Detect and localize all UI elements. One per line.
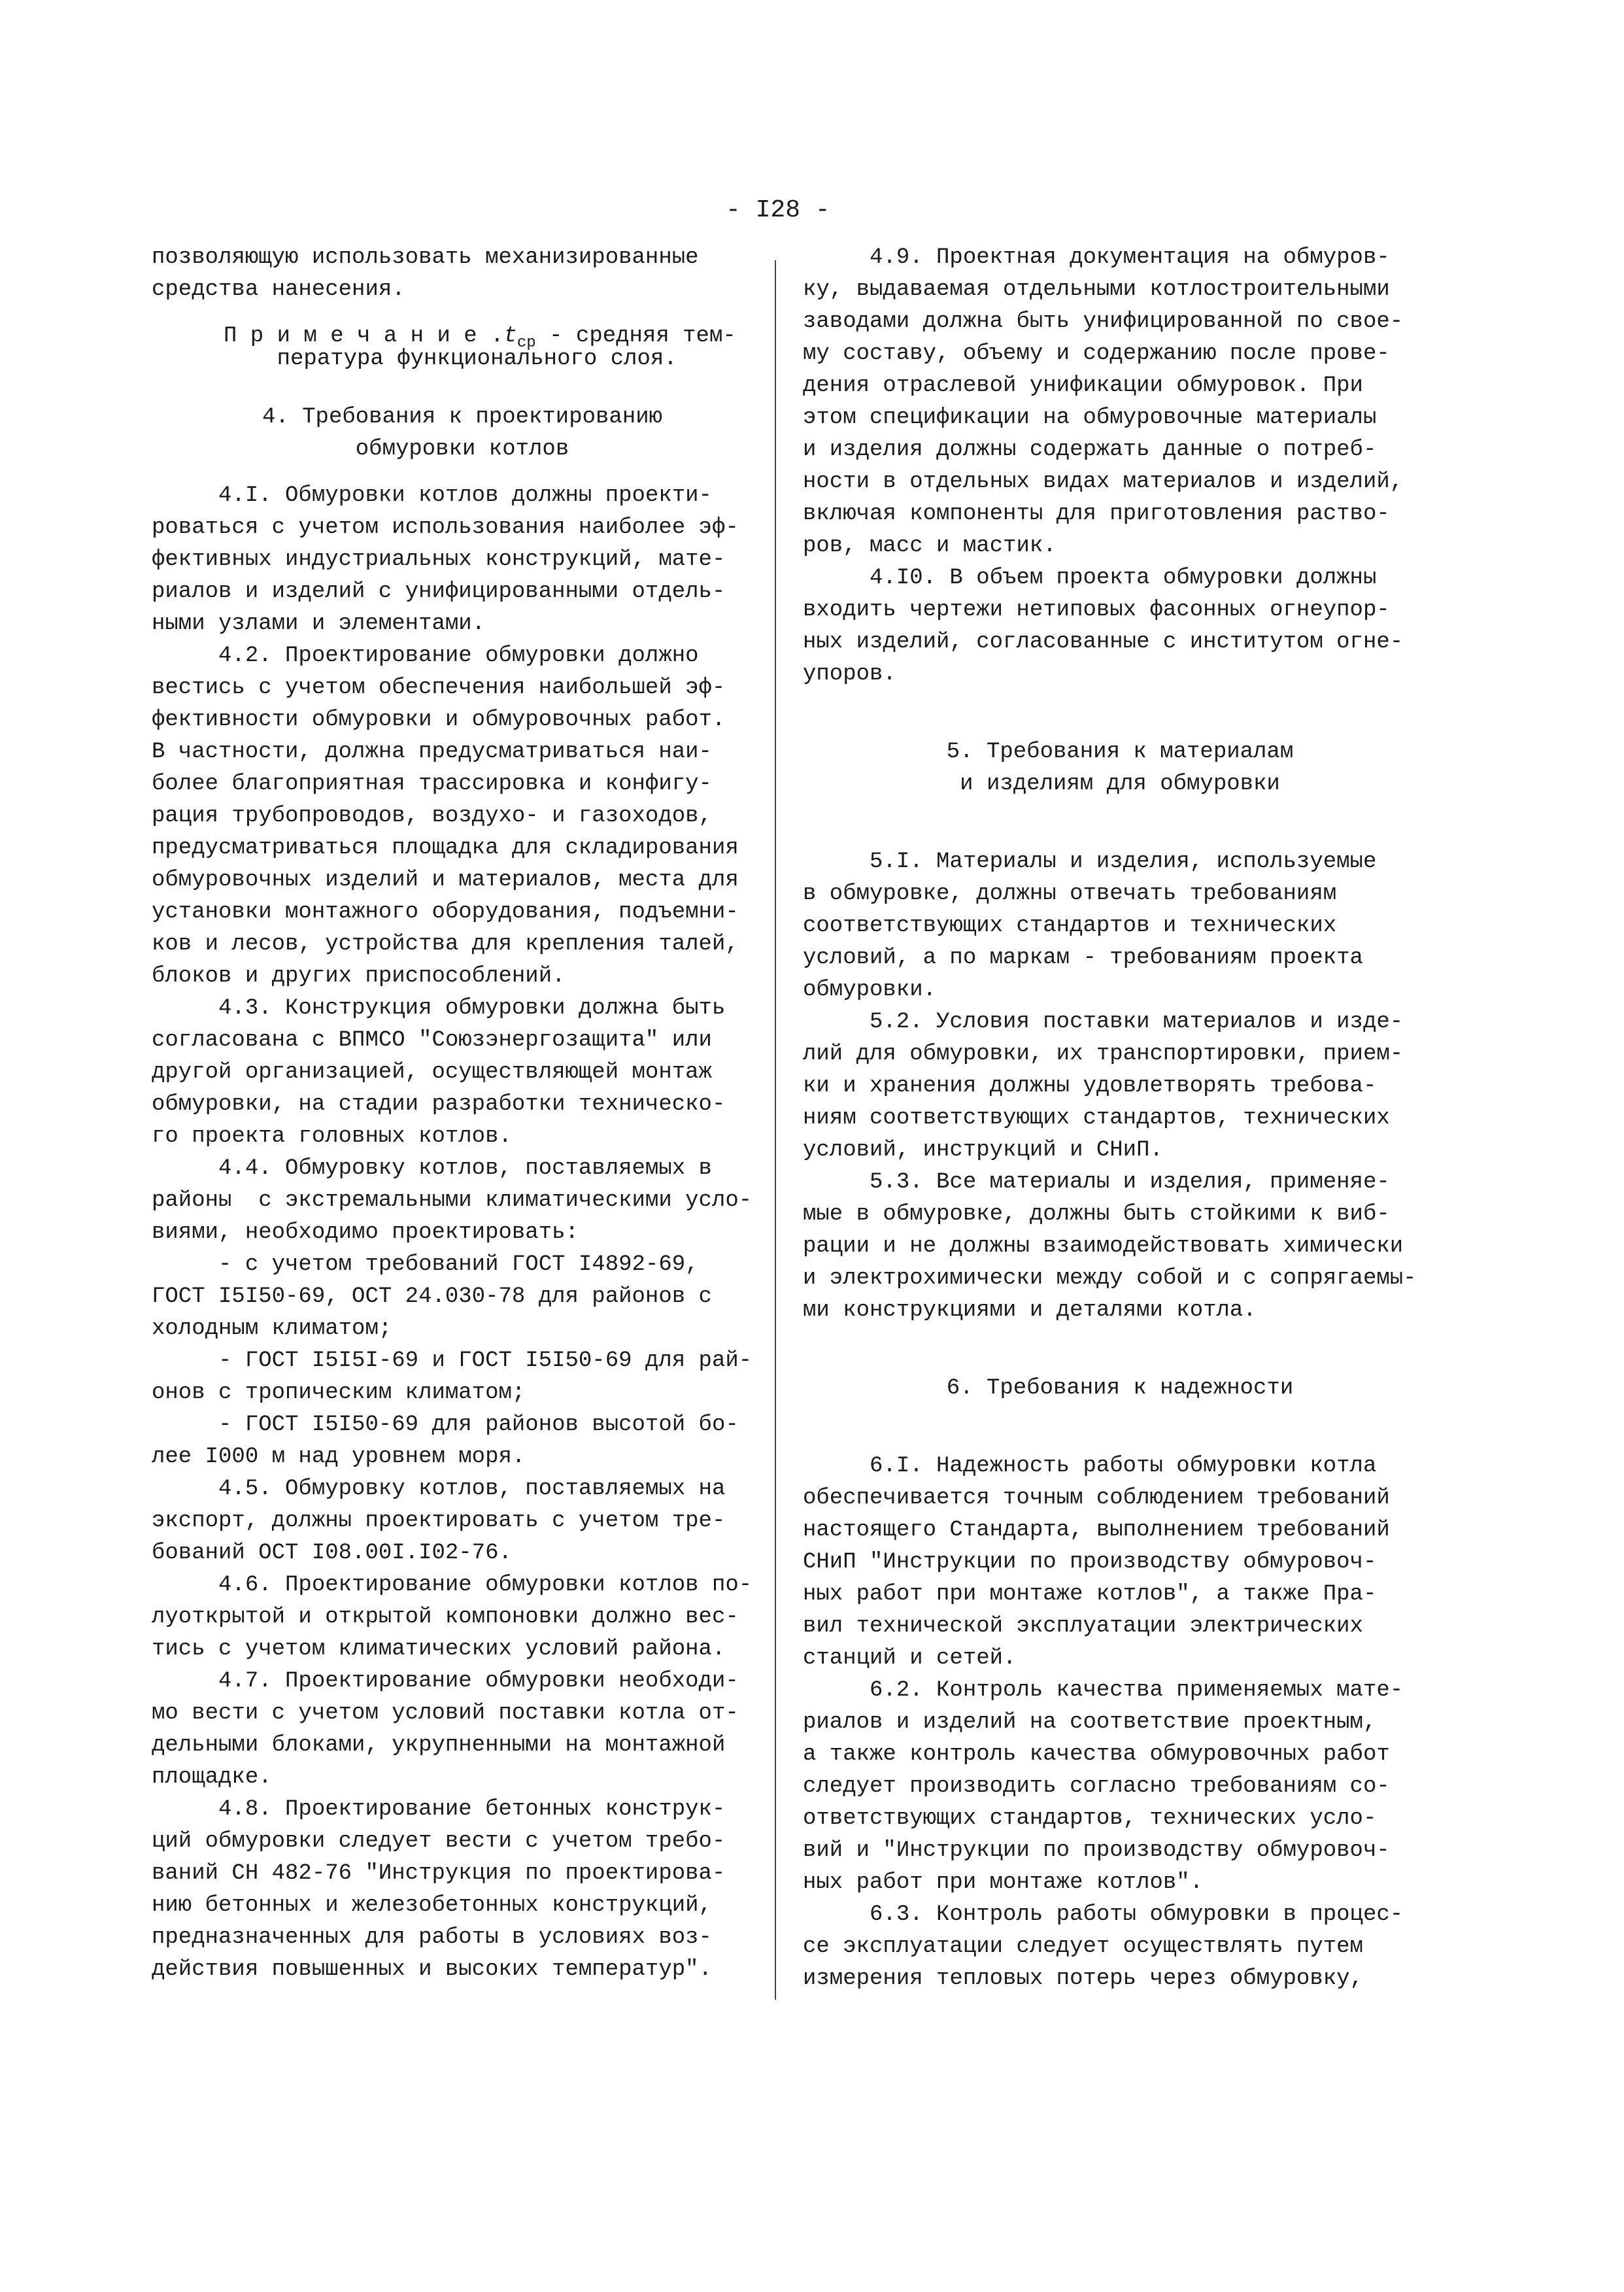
text-line: площадке.	[152, 1765, 272, 1790]
paragraph-4-3	[152, 993, 753, 1153]
text-line: дения отраслевой унификации обмуровок. При	[803, 373, 1363, 398]
section-4-title	[152, 402, 753, 466]
text-line: упоров.	[803, 662, 896, 687]
paragraph-4-6	[152, 1569, 753, 1666]
intro-paragraph	[152, 242, 753, 306]
text-line: 4.I0. В объем проекта обмуровки должны	[803, 566, 1377, 590]
text-line: вий и "Инструкции по производству обмуровоч-	[803, 1838, 1390, 1863]
text-line: рации и не должны взаимодействовать химически	[803, 1234, 1404, 1259]
text-line: действия повышенных и высоких температур".	[152, 1957, 712, 1982]
text-line: ных работ при монтаже котлов", а также Пра-	[803, 1582, 1377, 1607]
text-line: условий, а по маркам - требованиям проекта	[803, 946, 1363, 970]
text-line: блоков и других приспособлений.	[152, 964, 566, 989]
text-line: предусматриваться площадка для складирования	[152, 836, 739, 861]
text-line: вестись с учетом обеспечения наибольшей эф-	[152, 676, 726, 700]
text-line: холодным климатом;	[152, 1316, 392, 1341]
text-line: вил технической эксплуатации электрических	[803, 1614, 1363, 1639]
text-line: входить чертежи нетиповых фасонных огнеупор-	[803, 598, 1390, 623]
text-line: нию бетонных и железобетонных конструкций,	[152, 1893, 712, 1918]
text-line: ваний СН 482-76 "Инструкция по проектирова-	[152, 1861, 726, 1886]
text-line: риалов и изделий с унифицированными отдель-	[152, 579, 726, 604]
paragraph-4-9	[803, 242, 1417, 562]
paragraph-4-4	[152, 1153, 753, 1473]
text-line: 4.3. Конструкция обмуровки должна быть	[152, 996, 726, 1021]
note-symbol: t	[503, 324, 517, 349]
text-line: 4.7. Проектирование обмуровки необходи-	[152, 1669, 739, 1694]
text-line: ки и хранения должны удовлетворять требова-	[803, 1074, 1377, 1099]
text-line: средства нанесения.	[152, 277, 405, 302]
text-line: измерения тепловых потерь через обмуровку,	[803, 1966, 1363, 1991]
text-line: районы с экстремальными климатическими усло-	[152, 1188, 753, 1213]
text-line: 4.4. Обмуровку котлов, поставляемых в	[152, 1156, 712, 1181]
text-line: роваться с учетом использования наиболее эф-	[152, 515, 739, 540]
paragraph-6-2	[803, 1675, 1417, 1899]
text-line: фективности обмуровки и обмуровочных работ.	[152, 708, 726, 732]
text-line: го проекта головных котлов.	[152, 1124, 512, 1149]
text-line: другой организацией, осуществляющей монтаж	[152, 1060, 712, 1085]
paragraph-4-10	[803, 562, 1417, 691]
section-title-line: 5. Требования к материалам	[946, 740, 1294, 764]
text-line: 4.9. Проектная документация на обмуров-	[803, 245, 1390, 270]
text-line: заводами должна быть унифицированной по свое-	[803, 309, 1404, 334]
section-6-title	[803, 1373, 1417, 1405]
right-column	[803, 242, 1417, 1995]
text-line: 6.I. Надежность работы обмуровки котла	[803, 1454, 1377, 1479]
text-line: и электрохимически между собой и с сопрягаемы-	[803, 1266, 1417, 1291]
text-line: предназначенных для работы в условиях воз-	[152, 1925, 712, 1950]
note-symbol-subscript: ср	[516, 334, 536, 352]
text-line: станций и сетей.	[803, 1646, 1017, 1671]
text-line: 4.8. Проектирование бетонных конструк-	[152, 1797, 726, 1822]
section-title-line: 6. Требования к надежности	[946, 1376, 1294, 1401]
column-divider	[775, 260, 776, 2000]
text-line: фективных индустриальных конструкций, мате-	[152, 547, 726, 572]
section-title-line: обмуровки котлов	[355, 437, 569, 462]
text-line: обмуровочных изделий и материалов, места для	[152, 868, 739, 893]
section-title-line: и изделиям для обмуровки	[960, 772, 1280, 796]
text-line: лий для обмуровки, их транспортировки, прием-	[803, 1042, 1404, 1067]
text-line: согласована с ВПМСО "Союзэнергозащита" или	[152, 1028, 712, 1053]
text-line: 5.2. Условия поставки материалов и изде-	[803, 1010, 1404, 1035]
text-line: ности в отдельных видах материалов и изделий,	[803, 470, 1404, 494]
paragraph-4-7	[152, 1666, 753, 1794]
text-line: ку, выдаваемая отдельными котлостроительными	[803, 277, 1390, 302]
text-line: ными узлами и элементами.	[152, 611, 486, 636]
section-title-line: 4. Требования к проектированию	[262, 405, 663, 430]
text-line: включая компоненты для приготовления раство-	[803, 502, 1390, 526]
text-line: риалов и изделий на соответствие проектным,	[803, 1710, 1377, 1735]
text-line: этом спецификации на обмуровочные материалы	[803, 405, 1377, 430]
text-line: в обмуровке, должны отвечать требованиям	[803, 881, 1337, 906]
text-line: - с учетом требований ГОСТ I4892-69,	[152, 1252, 699, 1277]
text-line: луоткрытой и открытой компоновки должно вес-	[152, 1605, 739, 1630]
text-line: му составу, объему и содержанию после прове-	[803, 341, 1390, 366]
note-text: - средняя тем-	[535, 324, 736, 349]
paragraph-6-1	[803, 1450, 1417, 1675]
paragraph-4-8	[152, 1794, 753, 1986]
text-line: 5.I. Материалы и изделия, используемые	[803, 849, 1377, 874]
text-line: ков и лесов, устройства для крепления талей,	[152, 932, 739, 957]
text-line: мо вести с учетом условий поставки котла от-	[152, 1701, 739, 1726]
text-line: виями, необходимо проектировать:	[152, 1220, 579, 1245]
text-line: 4.6. Проектирование обмуровки котлов по-	[152, 1573, 753, 1598]
text-line: 5.3. Все материалы и изделия, применяе-	[803, 1170, 1390, 1195]
text-line: и изделия должны содержать данные о потреб-	[803, 437, 1377, 462]
text-line: 6.2. Контроль качества применяемых мате-	[803, 1678, 1404, 1703]
text-line: ций обмуровки следует вести с учетом требо-	[152, 1829, 726, 1854]
text-line: ных изделий, согласованные с институтом огне-	[803, 630, 1404, 655]
text-line: тись с учетом климатических условий района.	[152, 1637, 726, 1662]
text-line: ров, масс и мастик.	[803, 534, 1057, 558]
text-line: В частности, должна предусматриваться наи-	[152, 740, 712, 764]
text-line: установки монтажного оборудования, подъемни-	[152, 900, 739, 925]
note-line-2: пература функционального слоя.	[224, 347, 677, 371]
text-line: бований ОСТ I08.00I.I02-76.	[152, 1541, 512, 1565]
paragraph-6-3	[803, 1899, 1417, 1995]
text-line: более благоприятная трассировка и конфигу-	[152, 772, 712, 796]
text-line: ниям соответствующих стандартов, технических	[803, 1106, 1390, 1131]
text-line: настоящего Стандарта, выполнением требований	[803, 1518, 1390, 1543]
paragraph-5-1	[803, 846, 1417, 1006]
paragraph-4-2	[152, 640, 753, 993]
text-line: лее I000 м над уровнем моря.	[152, 1445, 526, 1469]
note-block	[152, 320, 753, 375]
paragraph-4-1	[152, 480, 753, 640]
text-line: ных работ при монтаже котлов".	[803, 1870, 1204, 1895]
text-line: онов с тропическим климатом;	[152, 1380, 526, 1405]
text-line: СНиП "Инструкции по производству обмуровоч-	[803, 1550, 1377, 1575]
paragraph-4-5	[152, 1473, 753, 1569]
text-line: соответствующих стандартов и технических	[803, 914, 1337, 938]
section-5-title	[803, 736, 1417, 800]
text-line: ми конструкциями и деталями котла.	[803, 1298, 1257, 1323]
text-line: экспорт, должны проектировать с учетом тре-	[152, 1509, 726, 1533]
text-line: 4.5. Обмуровку котлов, поставляемых на	[152, 1477, 726, 1501]
text-line: мые в обмуровке, должны быть стойкими к виб-	[803, 1202, 1390, 1227]
text-line: 6.3. Контроль работы обмуровки в процес-	[803, 1902, 1404, 1927]
paragraph-5-3	[803, 1167, 1417, 1327]
page-number: - I28 -	[726, 196, 830, 224]
text-line: - ГОСТ I5I5I-69 и ГОСТ I5I50-69 для рай-	[152, 1348, 753, 1373]
text-line: обеспечивается точным соблюдением требований	[803, 1486, 1390, 1511]
text-line: обмуровки, на стадии разработки техническо-	[152, 1092, 726, 1117]
text-line: следует производить согласно требованиям со-	[803, 1774, 1390, 1799]
text-line: обмуровки.	[803, 978, 937, 1002]
text-line: дельными блоками, укрупненными на монтажной	[152, 1733, 726, 1758]
text-line: - ГОСТ I5I50-69 для районов высотой бо-	[152, 1412, 739, 1437]
text-line: ГОСТ I5I50-69, ОСТ 24.030-78 для районов с	[152, 1284, 712, 1309]
left-column	[152, 242, 753, 1986]
paragraph-5-2	[803, 1006, 1417, 1167]
text-line: рация трубопроводов, воздухо- и газоходов,	[152, 804, 712, 829]
text-line: позволяющую использовать механизированные	[152, 245, 699, 270]
text-line: се эксплуатации следует осуществлять путем	[803, 1934, 1363, 1959]
text-line: ответствующих стандартов, технических усло-	[803, 1806, 1377, 1831]
note-label: П р и м е ч а н и е .	[224, 324, 504, 349]
text-line: 4.2. Проектирование обмуровки должно	[152, 643, 699, 668]
text-line: условий, инструкций и СНиП.	[803, 1138, 1163, 1163]
text-line: 4.I. Обмуровки котлов должны проекти-	[152, 483, 712, 508]
text-line: а также контроль качества обмуровочных работ	[803, 1742, 1390, 1767]
